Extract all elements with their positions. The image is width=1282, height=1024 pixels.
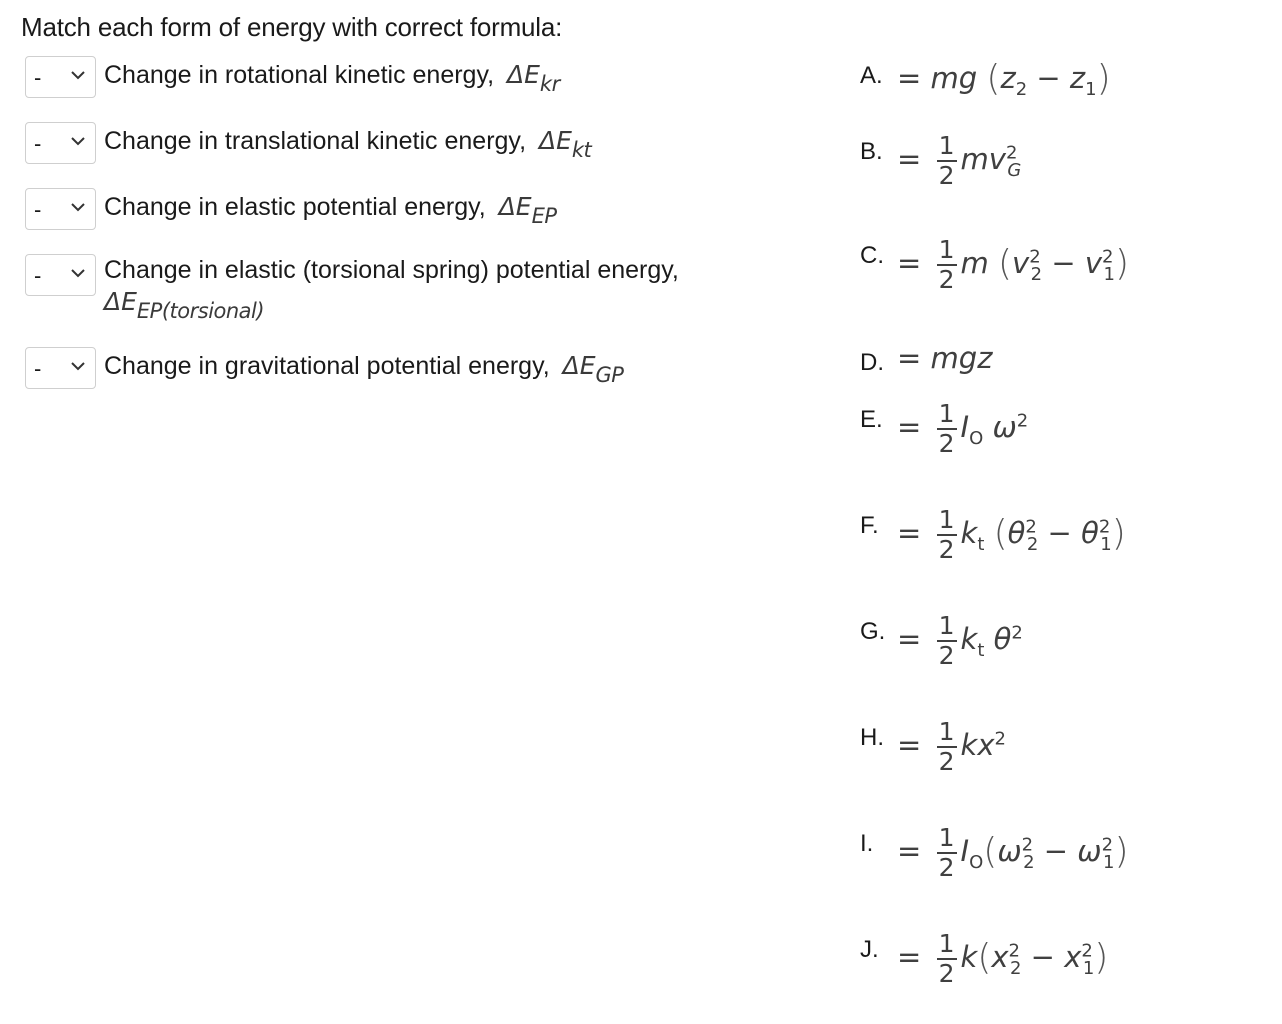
energy-symbol: ΔE — [562, 351, 596, 380]
chevron-down-icon — [71, 70, 85, 80]
question-label-2 — [104, 126, 592, 162]
answer-select-3[interactable] — [25, 188, 96, 230]
question-text: Change in gravitational potential energy, — [104, 352, 550, 380]
formula-c: = $\frac{1}{2}$ m $(v^2_2 - v^2_1)$ — [897, 235, 1129, 294]
answer-select-4[interactable] — [25, 254, 96, 296]
energy-subscript: GP — [595, 363, 624, 387]
select-value: - — [34, 131, 42, 156]
question-label-1 — [104, 60, 560, 96]
question-symbol-4 — [104, 287, 265, 323]
formula-e: = $\frac{1}{2}$ $I_O$ $\omega^2$ — [897, 399, 1029, 458]
chevron-down-icon — [71, 202, 85, 212]
question-label-5 — [104, 351, 624, 387]
option-letter: G. — [860, 618, 886, 645]
option-letter: C. — [860, 242, 884, 269]
energy-subscript: EP — [531, 204, 557, 228]
formula-f: = $\frac{1}{2}$ $k_t$ $(\theta^2_2 - \theta^2_1)$ — [897, 505, 1126, 564]
chevron-down-icon — [71, 361, 85, 371]
formula-h: = $\frac{1}{2}$ $kx^2$ — [897, 717, 1006, 776]
question-text: Change in translational kinetic energy, — [104, 127, 527, 155]
formula-j: = $\frac{1}{2}$ $k(x^2_2 - x^2_1)$ — [897, 929, 1109, 988]
option-letter: H. — [860, 724, 884, 751]
option-letter: D. — [860, 349, 884, 376]
chevron-down-icon — [71, 268, 85, 278]
option-letter: F. — [860, 512, 879, 539]
option-letter: E. — [860, 406, 883, 433]
formula-b: = $\frac{1}{2}$ $mv^2_G$ — [897, 131, 1022, 190]
option-letter: I. — [860, 830, 874, 857]
answer-select-1[interactable] — [25, 56, 96, 98]
chevron-down-icon — [71, 136, 85, 146]
energy-subscript: kt — [571, 138, 592, 162]
question-label-3 — [104, 192, 557, 228]
select-value: - — [34, 263, 42, 288]
instruction-text: Match each form of energy with correct formula: — [21, 12, 563, 42]
option-letter: B. — [860, 138, 883, 165]
question-text: Change in elastic (torsional spring) potential energy, — [104, 256, 679, 284]
energy-symbol: ΔE — [498, 192, 532, 221]
energy-subscript: EP(torsional) — [136, 299, 265, 323]
formula-a: = mg $(z_2 - z_1)$ — [897, 58, 1111, 100]
formula-i: = $\frac{1}{2}$ $I_O(\omega^2_2 - \omega^2_1)$ — [897, 823, 1129, 882]
energy-symbol: ΔE — [538, 126, 572, 155]
question-text: Change in elastic potential energy, — [104, 193, 486, 221]
option-letter: A. — [860, 62, 883, 89]
energy-symbol: ΔE — [507, 60, 540, 89]
energy-symbol: ΔE — [104, 287, 137, 316]
select-value: - — [34, 65, 42, 90]
question-label-4 — [104, 256, 679, 285]
answer-select-5[interactable] — [25, 347, 96, 389]
answer-select-2[interactable] — [25, 122, 96, 164]
option-letter: J. — [860, 936, 879, 963]
select-value: - — [34, 197, 42, 222]
select-value: - — [34, 356, 42, 381]
question-text: Change in rotational kinetic energy, — [104, 61, 495, 89]
formula-d: = mgz — [897, 341, 993, 375]
formula-g: = $\frac{1}{2}$ $k_t$ $\theta^2$ — [897, 611, 1023, 670]
energy-subscript: kr — [539, 72, 560, 96]
